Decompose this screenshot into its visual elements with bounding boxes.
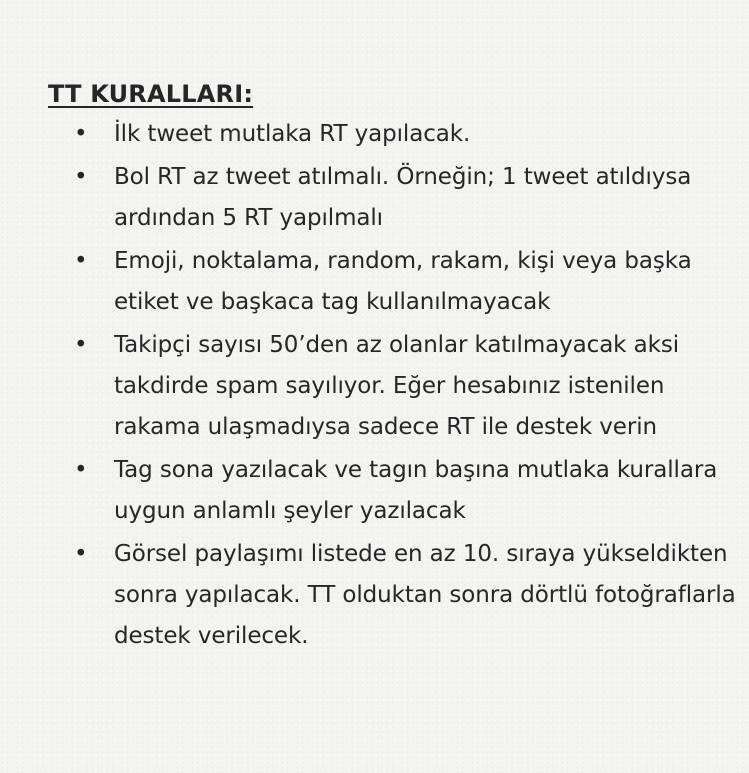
rule-text: Emoji, noktalama, random, rakam, kişi veya başka etiket ve başkaca tag kullanılmayacak bbox=[114, 248, 692, 315]
rule-text: Takipçi sayısı 50’den az olanlar katılmayacak aksi takdirde spam sayılıyor. Eğer hesabınız istenilen rakama ulaşmadıysa sadece RT ile destek verin bbox=[114, 332, 680, 440]
bullet-icon: • bbox=[74, 332, 88, 358]
rule-item bbox=[48, 325, 738, 448]
rule-text: İlk tweet mutlaka RT yapılacak. bbox=[114, 121, 471, 147]
bullet-icon: • bbox=[74, 248, 88, 274]
rule-text: Bol RT az tweet atılmalı. Örneğin; 1 tweet atıldıysa ardından 5 RT yapılmalı bbox=[114, 164, 692, 231]
rule-item bbox=[48, 534, 738, 657]
rule-item bbox=[48, 114, 738, 155]
rule-item bbox=[48, 450, 738, 532]
rules-note bbox=[48, 76, 738, 659]
bullet-icon: • bbox=[74, 541, 88, 567]
bullet-icon: • bbox=[74, 457, 88, 483]
rule-text: Görsel paylaşımı listede en az 10. sıraya yükseldikten sonra yapılacak. TT olduktan sonra dörtlü fotoğraflarla destek verilecek. bbox=[114, 541, 736, 649]
rule-text: Tag sona yazılacak ve tagın başına mutlaka kurallara uygun anlamlı şeyler yazılacak bbox=[114, 457, 718, 524]
bullet-icon: • bbox=[74, 121, 88, 147]
bullet-icon: • bbox=[74, 164, 88, 190]
rule-item bbox=[48, 157, 738, 239]
note-title: TT KURALLARI: bbox=[48, 80, 254, 108]
rules-list bbox=[48, 114, 738, 657]
rule-item bbox=[48, 241, 738, 323]
